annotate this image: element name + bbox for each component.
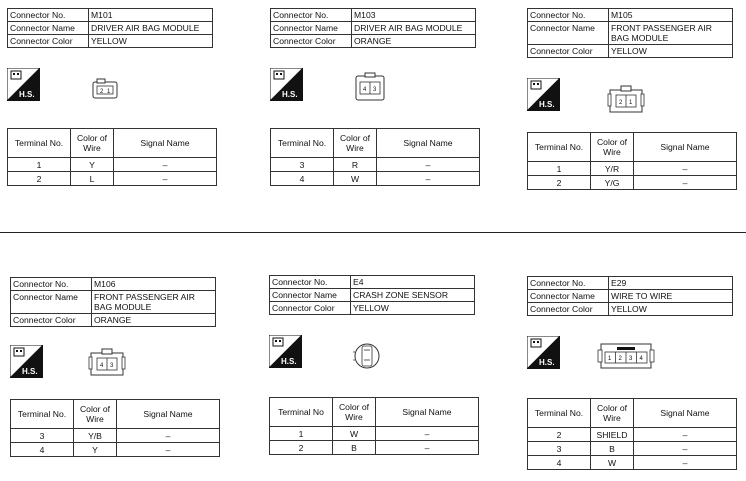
wire-color-header: Color of Wire	[591, 399, 634, 428]
connector-name-label: Connector Name	[11, 291, 92, 314]
connector-face-icon	[88, 347, 130, 381]
connector-name-value: FRONT PASSENGER AIR BAG MODULE	[92, 291, 216, 314]
table-row	[528, 428, 737, 442]
connector-info-table	[269, 275, 475, 315]
signal-cell: –	[377, 172, 480, 186]
connector-face-icon	[352, 72, 392, 106]
signal-name-header: Signal Name	[634, 399, 737, 428]
table-row	[270, 441, 479, 455]
hs-label: H.S.	[19, 90, 35, 99]
table-row	[8, 158, 217, 172]
pin-label: 1	[629, 100, 633, 106]
pin-label: 4	[100, 363, 104, 369]
wire-cell: Y/B	[74, 429, 117, 443]
wire-color-header: Color of Wire	[71, 129, 114, 158]
connector-no-value: M105	[609, 9, 733, 22]
terminal-cell: 3	[11, 429, 74, 443]
connector-no-label: Connector No.	[271, 9, 352, 22]
hs-label: H.S.	[22, 367, 38, 376]
connector-block-e29	[527, 276, 737, 476]
hs-harness-side-icon	[527, 78, 560, 111]
wire-cell: Y	[74, 443, 117, 457]
round-connector-face-icon	[349, 339, 389, 373]
connector-info-table	[527, 276, 733, 316]
terminal-cell: 2	[270, 441, 333, 455]
terminal-table	[527, 398, 737, 470]
terminal-cell: 3	[528, 442, 591, 456]
signal-name-header: Signal Name	[114, 129, 217, 158]
connector-face-icon	[607, 84, 649, 118]
table-row	[271, 158, 480, 172]
wire-cell: Y/R	[591, 162, 634, 176]
hs-label: H.S.	[539, 358, 555, 367]
table-row	[271, 172, 480, 186]
wire-cell: W	[334, 172, 377, 186]
hs-label: H.S.	[539, 100, 555, 109]
wire-color-header: Color of Wire	[74, 400, 117, 429]
connector-color-label: Connector Color	[271, 35, 352, 48]
connector-info-table	[7, 8, 213, 48]
hs-harness-side-icon	[7, 68, 40, 101]
wire-cell: L	[71, 172, 114, 186]
connector-name-value: CRASH ZONE SENSOR	[351, 289, 475, 302]
terminal-cell: 4	[528, 456, 591, 470]
wire-cell: Y	[71, 158, 114, 172]
wire-cell: W	[591, 456, 634, 470]
wire-color-header: Color of Wire	[334, 129, 377, 158]
terminal-no-header: Terminal No.	[11, 400, 74, 429]
table-row	[11, 443, 220, 457]
hs-label: H.S.	[281, 357, 297, 366]
terminal-table	[269, 397, 479, 455]
connector-color-label: Connector Color	[8, 35, 89, 48]
connector-name-value: WIRE TO WIRE	[609, 290, 733, 303]
terminal-table	[7, 128, 217, 186]
hs-harness-side-icon	[10, 345, 43, 378]
signal-cell: –	[376, 441, 479, 455]
signal-cell: –	[634, 428, 737, 442]
connector-color-value: YELLOW	[351, 302, 475, 315]
terminal-no-header: Terminal No.	[271, 129, 334, 158]
signal-name-header: Signal Name	[376, 398, 479, 427]
table-row	[528, 176, 737, 190]
connector-name-label: Connector Name	[271, 22, 352, 35]
connector-name-value: FRONT PASSENGER AIR BAG MODULE	[609, 22, 733, 45]
connector-block-m106	[10, 277, 220, 477]
terminal-no-header: Terminal No.	[8, 129, 71, 158]
connector-name-value: DRIVER AIR BAG MODULE	[89, 22, 213, 35]
terminal-cell: 4	[11, 443, 74, 457]
terminal-table	[270, 128, 480, 186]
pin-label: 3	[629, 356, 633, 362]
signal-cell: –	[634, 442, 737, 456]
signal-cell: –	[634, 162, 737, 176]
pin-label: 2	[619, 100, 623, 106]
pin-label: 2	[100, 89, 104, 95]
pin-label: 3	[373, 87, 377, 93]
connector-color-label: Connector Color	[528, 303, 609, 316]
table-row	[270, 427, 479, 441]
connector-color-value: ORANGE	[352, 35, 476, 48]
wire-cell: R	[334, 158, 377, 172]
signal-name-header: Signal Name	[377, 129, 480, 158]
wire-cell: W	[333, 427, 376, 441]
connector-color-label: Connector Color	[528, 45, 609, 58]
terminal-table	[527, 132, 737, 190]
hs-harness-side-icon	[527, 336, 560, 369]
terminal-cell: 4	[271, 172, 334, 186]
wire-cell: SHIELD	[591, 428, 634, 442]
pin-label: 2	[618, 356, 622, 362]
terminal-cell: 3	[271, 158, 334, 172]
terminal-table	[10, 399, 220, 457]
hs-label: H.S.	[282, 90, 298, 99]
table-row	[528, 162, 737, 176]
connector-name-label: Connector Name	[270, 289, 351, 302]
wire-color-header: Color of Wire	[591, 133, 634, 162]
signal-cell: –	[634, 176, 737, 190]
pin-label: 1	[107, 89, 111, 95]
connector-color-value: ORANGE	[92, 314, 216, 327]
connector-color-value: YELLOW	[609, 303, 733, 316]
connector-no-label: Connector No.	[528, 277, 609, 290]
wire-cell: Y/G	[591, 176, 634, 190]
connector-block-m101	[7, 8, 217, 198]
connector-no-label: Connector No.	[11, 278, 92, 291]
wire-color-header: Color of Wire	[333, 398, 376, 427]
connector-name-label: Connector Name	[528, 290, 609, 303]
connector-color-label: Connector Color	[11, 314, 92, 327]
connector-no-value: M103	[352, 9, 476, 22]
pin-label: 1	[608, 356, 612, 362]
connector-face-icon	[91, 76, 127, 104]
connector-info-table	[527, 8, 733, 58]
connector-no-value: M101	[89, 9, 213, 22]
signal-name-header: Signal Name	[634, 133, 737, 162]
connector-color-label: Connector Color	[270, 302, 351, 315]
connector-info-table	[270, 8, 476, 48]
pin-label: 4	[639, 356, 643, 362]
connector-name-value: DRIVER AIR BAG MODULE	[352, 22, 476, 35]
hs-harness-side-icon	[270, 68, 303, 101]
connector-no-label: Connector No.	[528, 9, 609, 22]
signal-cell: –	[634, 456, 737, 470]
terminal-cell: 1	[270, 427, 333, 441]
connector-block-m105	[527, 8, 737, 198]
signal-cell: –	[117, 443, 220, 457]
terminal-cell: 1	[528, 162, 591, 176]
connector-block-e4	[269, 275, 479, 475]
section-divider	[0, 232, 746, 233]
signal-name-header: Signal Name	[117, 400, 220, 429]
hs-harness-side-icon	[269, 335, 302, 368]
connector-name-label: Connector Name	[528, 22, 609, 45]
connector-no-value: E29	[609, 277, 733, 290]
signal-cell: –	[377, 158, 480, 172]
signal-cell: –	[117, 429, 220, 443]
table-row	[528, 442, 737, 456]
connector-no-label: Connector No.	[8, 9, 89, 22]
terminal-cell: 2	[528, 428, 591, 442]
pin-label: 4	[363, 87, 367, 93]
connector-color-value: YELLOW	[89, 35, 213, 48]
terminal-no-header: Terminal No.	[528, 399, 591, 428]
table-row	[528, 456, 737, 470]
connector-info-table	[10, 277, 216, 327]
signal-cell: –	[114, 158, 217, 172]
table-row	[8, 172, 217, 186]
wire-cell: B	[591, 442, 634, 456]
signal-cell: –	[376, 427, 479, 441]
wire-cell: B	[333, 441, 376, 455]
pin-label: 3	[110, 363, 114, 369]
signal-cell: –	[114, 172, 217, 186]
terminal-no-header: Terminal No.	[528, 133, 591, 162]
terminal-cell: 2	[528, 176, 591, 190]
connector-no-value: M106	[92, 278, 216, 291]
connector-color-value: YELLOW	[609, 45, 733, 58]
table-row	[11, 429, 220, 443]
terminal-cell: 2	[8, 172, 71, 186]
connector-name-label: Connector Name	[8, 22, 89, 35]
terminal-no-header: Terminal No	[270, 398, 333, 427]
connector-no-value: E4	[351, 276, 475, 289]
terminal-cell: 1	[8, 158, 71, 172]
connector-no-label: Connector No.	[270, 276, 351, 289]
connector-block-m103	[270, 8, 480, 198]
connector-face-icon	[597, 340, 657, 374]
